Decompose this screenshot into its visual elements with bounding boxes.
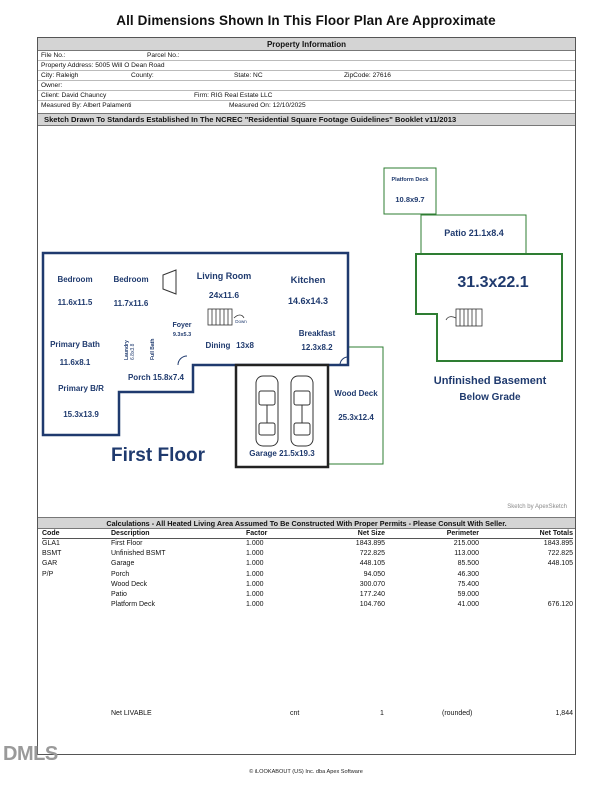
- full-bath-name: Full Bath: [150, 338, 156, 360]
- wood-deck-name: Wood Deck: [334, 389, 378, 398]
- footer-copyright: © iLOOKABOUT (US) Inc. dba Apex Software: [249, 769, 363, 775]
- row-code: GLA1: [42, 540, 60, 547]
- row-net-total: [479, 580, 573, 590]
- firm: Firm: RIG Real Estate LLC: [194, 92, 273, 99]
- col-net-size: Net Size: [307, 529, 385, 539]
- row-net-size: 722.825: [359, 550, 385, 558]
- bedroom-2-size: 11.7x11.6: [113, 299, 149, 308]
- net-livable-size: 1: [380, 710, 384, 717]
- row-factor: 1.000: [246, 601, 264, 609]
- document-frame: [37, 37, 576, 755]
- row-description: Platform Deck: [111, 601, 155, 609]
- measured-on: Measured On: 12/10/2025: [229, 102, 306, 109]
- state: State: NC: [234, 72, 263, 79]
- basement-title: Unfinished Basement: [433, 375, 547, 387]
- client: Client: David Chauncy: [41, 92, 107, 99]
- row-net-size: 104.760: [359, 601, 385, 609]
- dining-name: Dining: [205, 341, 231, 350]
- dining-size: 13x8: [236, 341, 254, 350]
- row-net-size: 448.105: [359, 560, 385, 568]
- row-description: Wood Deck: [111, 580, 148, 588]
- basement-outline: [416, 254, 562, 361]
- platform-deck-name: Platform Deck: [391, 177, 429, 183]
- primary-bath-size: 11.6x8.1: [59, 358, 91, 367]
- row-perimeter: 75.400: [457, 580, 479, 588]
- kitchen-size: 14.6x14.3: [287, 296, 329, 306]
- row-perimeter: 46.300: [457, 570, 479, 578]
- calculations-header: Calculations - All Heated Living Area Assumed To Be Constructed With Proper Permits - Please Consult With Seller.: [38, 517, 575, 529]
- owner: Owner:: [41, 82, 63, 89]
- table-row: [42, 549, 573, 559]
- net-livable-perimeter: (rounded): [442, 710, 473, 717]
- foyer-name: Foyer: [172, 322, 192, 329]
- row-net-size: 94.050: [363, 570, 385, 578]
- row-net-total: [479, 570, 573, 580]
- city: City: Raleigh: [41, 72, 79, 79]
- bedroom-1-name: Bedroom: [57, 275, 93, 284]
- calculations-table: [42, 529, 573, 610]
- row-description: Unfinished BSMT: [111, 550, 166, 558]
- row-code: P/P: [42, 570, 54, 578]
- row-factor: 1.000: [246, 591, 264, 599]
- col-factor: Factor: [246, 529, 307, 539]
- row-factor: 1.000: [246, 550, 264, 558]
- breakfast-name: Breakfast: [298, 329, 336, 338]
- row-code: GAR: [42, 560, 58, 568]
- first-floor-title: First Floor: [111, 445, 205, 466]
- basement-size: 31.3x22.1: [457, 274, 529, 291]
- county: County:: [131, 72, 154, 79]
- table-row: [42, 590, 573, 600]
- table-row: [42, 580, 573, 590]
- bedroom-2-name: Bedroom: [113, 275, 149, 284]
- laundry-size: 6.8x3.8: [130, 343, 136, 360]
- table-row: [42, 559, 573, 569]
- row-perimeter: 215.000: [453, 540, 479, 547]
- row-code: [42, 580, 111, 590]
- parcel-no: Parcel No.:: [147, 52, 180, 59]
- row-perimeter: 113.000: [454, 550, 479, 558]
- file-no: File No.:: [41, 52, 66, 59]
- row-code: [42, 590, 111, 600]
- stair-down-label: Down: [235, 319, 247, 324]
- row-net-total: 1843.895: [543, 540, 573, 547]
- col-code: Code: [42, 529, 111, 539]
- wood-deck-size: 25.3x12.4: [338, 413, 374, 422]
- primary-br-size: 15.3x13.9: [63, 410, 99, 419]
- property-address: Property Address: 5005 Will O Dean Road: [41, 62, 165, 69]
- laundry-name: Laundry: [124, 340, 130, 360]
- patio-label: Patio 21.1x8.4: [444, 228, 504, 238]
- row-net-size: 1843.895: [355, 540, 385, 547]
- porch-label: Porch 15.8x7.4: [127, 373, 185, 382]
- row-description: Porch: [111, 570, 130, 578]
- col-perimeter: Perimeter: [385, 529, 479, 539]
- platform-deck-size: 10.8x9.7: [395, 195, 425, 204]
- row-net-total: 448.105: [547, 560, 573, 568]
- calc-header-row: [42, 529, 573, 539]
- primary-bath-name: Primary Bath: [50, 340, 100, 349]
- row-description: Garage: [111, 560, 135, 568]
- breakfast-size: 12.3x8.2: [301, 343, 333, 352]
- row-code: BSMT: [42, 550, 62, 558]
- row-factor: 1.000: [246, 540, 264, 547]
- row-description: Patio: [111, 591, 127, 599]
- platform-deck-shape: [384, 168, 436, 214]
- row-factor: 1.000: [246, 580, 264, 588]
- living-room-size: 24x11.6: [208, 290, 240, 300]
- living-room-name: Living Room: [196, 271, 252, 281]
- primary-br-name: Primary B/R: [58, 384, 104, 393]
- row-net-size: 177.240: [359, 591, 385, 599]
- dmls-watermark: DMLS: [3, 743, 58, 765]
- col-description: Description: [111, 529, 246, 539]
- row-perimeter: 85.500: [457, 560, 479, 568]
- row-perimeter: 41.000: [457, 601, 479, 609]
- kitchen-name: Kitchen: [290, 275, 326, 286]
- col-net-totals: Net Totals: [479, 529, 573, 539]
- table-row: [42, 600, 573, 610]
- net-livable-label: Net LIVABLE: [111, 710, 152, 717]
- measured-by: Measured By: Albert Palamenti: [41, 102, 132, 109]
- bedroom-1-size: 11.6x11.5: [57, 298, 93, 307]
- page-title: All Dimensions Shown In This Floor Plan Are Approximate: [116, 13, 496, 28]
- sketch-credit: Sketch by ApexSketch: [507, 504, 567, 510]
- foyer-size: 9.3x5.3: [172, 332, 192, 338]
- row-description: First Floor: [111, 540, 143, 547]
- property-info-header: Property Information: [38, 38, 575, 51]
- garage-label: Garage 21.5x19.3: [249, 449, 315, 458]
- zip-code: ZipCode: 27616: [344, 72, 391, 79]
- row-factor: 1.000: [246, 560, 264, 568]
- table-row: [42, 570, 573, 580]
- basement-subtitle: Below Grade: [459, 392, 521, 403]
- row-net-total: [479, 590, 573, 600]
- net-livable-total: 1,844: [555, 710, 573, 717]
- row-code: [42, 600, 111, 610]
- row-net-total: 676.120: [547, 601, 573, 609]
- row-net-size: 300.070: [359, 580, 385, 588]
- row-factor: 1.000: [246, 570, 264, 578]
- net-livable-row: [42, 709, 573, 719]
- row-net-total: 722.825: [547, 550, 573, 558]
- table-row: [42, 539, 573, 550]
- net-livable-factor: cnt: [290, 710, 300, 717]
- row-perimeter: 59.000: [457, 591, 479, 599]
- sketch-standards-bar: Sketch Drawn To Standards Established In The NCREC "Residential Square Footage Guidelines" Booklet v11/2013: [38, 113, 575, 126]
